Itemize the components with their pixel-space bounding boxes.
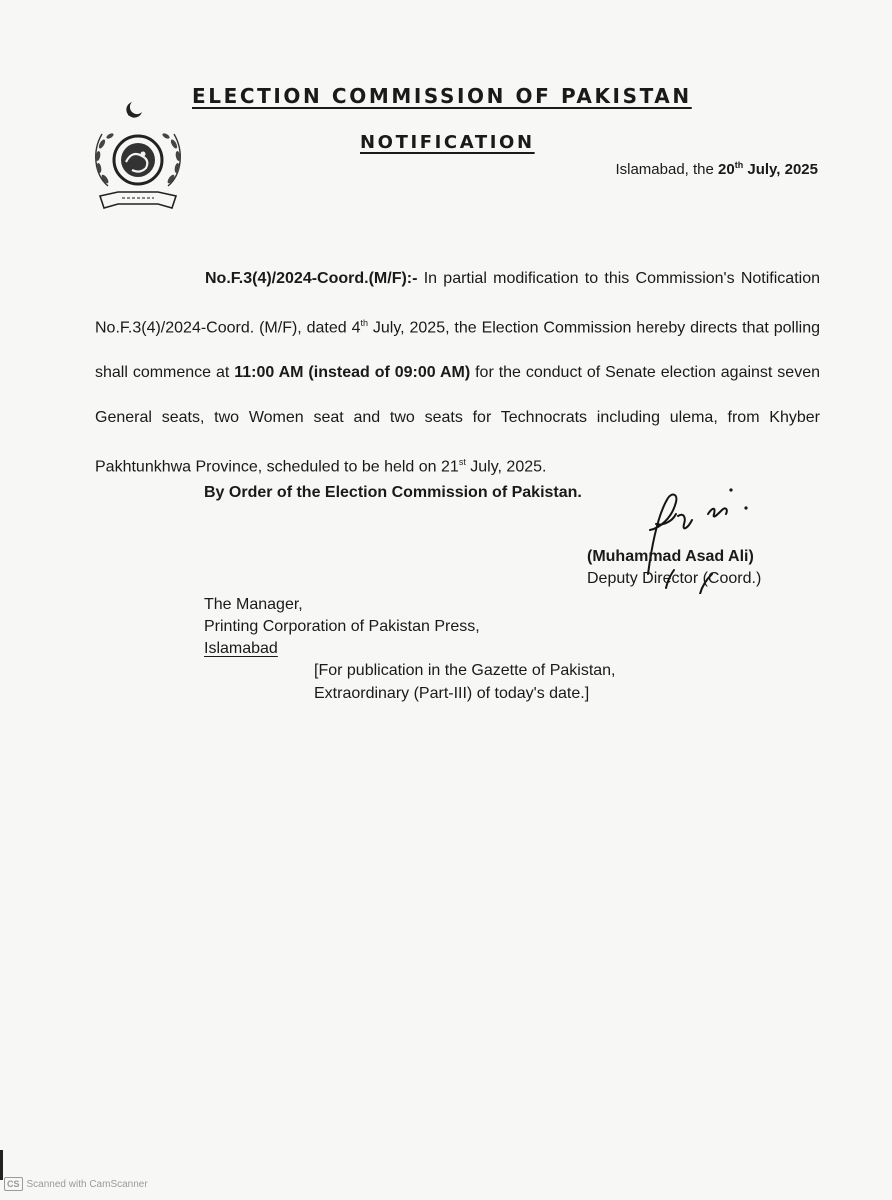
date-day-suffix: th (734, 160, 744, 170)
body-text-4: July, 2025. (465, 458, 547, 476)
scan-edge-mark (0, 1150, 3, 1180)
body-text-2: July, 2025, the Election Commission hereby directs that polling shall commence at (95, 319, 820, 382)
reference-number: No.F.3(4)/2024-Coord.(M/F):- (205, 270, 418, 287)
body-text-1: In partial modification to this Commission's Notification No.F.3(4)/2024-Coord. (M/F), dated 4 (95, 270, 820, 337)
by-order-line: By Order of the Election Commission of Pakistan. (204, 484, 582, 501)
organization-title: ELECTION COMMISSION OF PAKISTAN (192, 84, 692, 108)
signer-name: (Muhammad Asad Ali) (587, 548, 754, 565)
signer-title: Deputy Director (Coord.) (587, 570, 762, 587)
camscanner-icon: CS (4, 1177, 23, 1191)
date-prefix: Islamabad, the (615, 161, 719, 178)
watermark-text: Scanned with CamScanner (26, 1178, 148, 1190)
notification-body (95, 256, 820, 490)
issue-date (615, 160, 818, 178)
polling-time: 11:00 AM (instead of 09:00 AM) (234, 364, 471, 382)
scanner-watermark (4, 1177, 148, 1191)
addressee-line-2: Printing Corporation of Pakistan Press, (204, 618, 480, 635)
body-sup-1: th (360, 318, 368, 328)
body-text-3: for the conduct of Senate election against seven General seats, two Women seat and two seats for Technocrats including ulema, from Khyber Pakhtunkhwa Province, scheduled to be held on 21 (95, 364, 820, 476)
addressee-line-1: The Manager, (204, 596, 303, 613)
addressee-line-3: Islamabad (204, 640, 278, 657)
ecp-emblem-icon (88, 96, 188, 228)
date-rest: July, 2025 (743, 161, 818, 178)
body-sup-2: st (458, 457, 466, 468)
notification-title: NOTIFICATION (360, 132, 535, 153)
date-day: 20 (718, 161, 735, 178)
publication-note-1: [For publication in the Gazette of Pakistan, (314, 662, 616, 679)
publication-note-2: Extraordinary (Part-III) of today's date.] (314, 685, 590, 702)
